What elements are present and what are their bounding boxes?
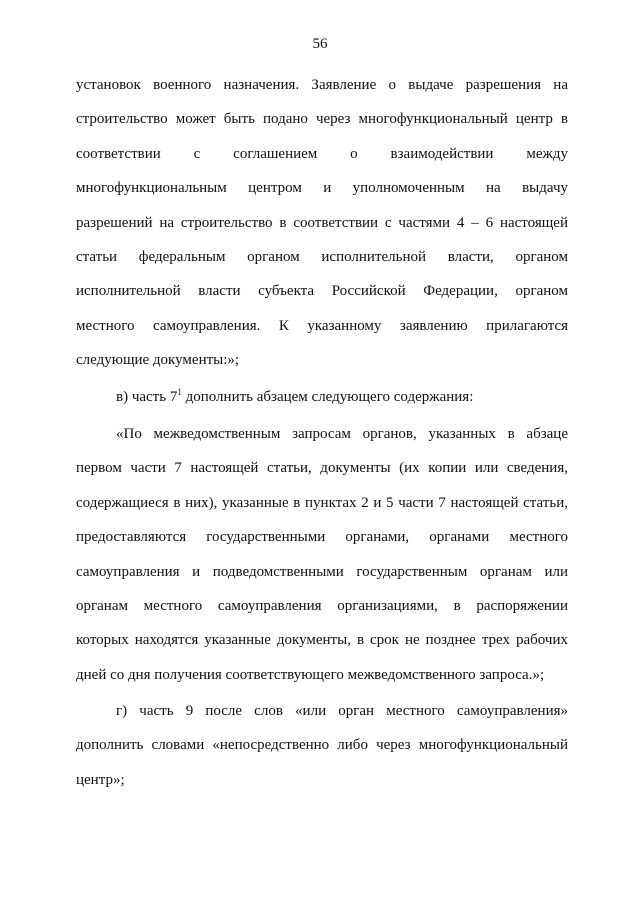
paragraph-continuation (76, 68, 568, 378)
text-line: строительство может быть подано через многофункциональный центр в (76, 111, 568, 128)
text-line: установок военного назначения. Заявление о выдаче разрешения на (76, 77, 568, 93)
amendment-item-v (76, 380, 568, 414)
text-line: соответствии с соглашением о взаимодействии между (76, 145, 568, 162)
amendment-item-v-line (76, 380, 568, 414)
text-line: содержащиеся в них), указанные в пунктах 2 и 5 части 7 настоящей статьи, (76, 494, 568, 511)
amendment-item-g (76, 694, 568, 797)
text-line: органам местного самоуправления организациями, в распоряжении (76, 597, 568, 614)
text-line: дополнить словами «непосредственно либо через многофункциональный (76, 737, 568, 754)
text-line: предоставляются государственными органами, органами местного (76, 529, 568, 546)
amendment-item-v-prefix: в) часть 7 (116, 389, 178, 405)
text-line: многофункциональным центром и уполномоченным на выдачу (76, 180, 568, 197)
text-line: которых находятся указанные документы, в срок не позднее трех рабочих (76, 632, 568, 649)
superscript-index: 1 (177, 387, 182, 397)
text-line: «По межведомственным запросам органов, указанных в абзаце (116, 426, 568, 442)
amendment-item-v-suffix: дополнить абзацем следующего содержания: (181, 389, 474, 405)
text-line: разрешений на строительство в соответствии с частями 4 – 6 настоящей (76, 214, 568, 231)
text-line: центр»; (76, 771, 125, 788)
text-line: первом части 7 настоящей статьи, документы (их копии или сведения, (76, 460, 568, 477)
page-number: 56 (312, 36, 328, 52)
text-line: местного самоуправления. К указанному заявлению прилагаются (76, 317, 568, 334)
text-line: статьи федеральным органом исполнительной власти, органом (76, 248, 568, 265)
text-line: самоуправления и подведомственными государственным органам или (76, 563, 568, 580)
text-line: исполнительной власти субъекта Российской Федерации, органом (76, 283, 568, 300)
text-line: дней со дня получения соответствующего межведомственного запроса.»; (76, 666, 545, 683)
text-line: г) часть 9 после слов «или орган местного самоуправления» (116, 703, 568, 719)
text-line: следующие документы:»; (76, 352, 240, 369)
quoted-paragraph (76, 417, 568, 692)
